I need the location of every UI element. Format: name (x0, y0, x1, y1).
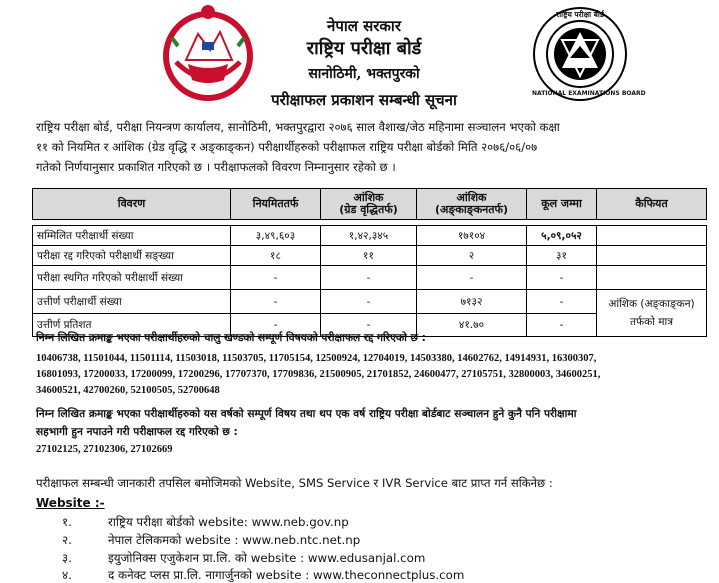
table-row (33, 226, 707, 246)
total-value: ३१ (527, 246, 597, 266)
cancelled-notice-text: निम्न लिखित क्रमाङ्क भएका परीक्षार्थीहरुको चालु खण्डको सम्पूर्ण विषयको परीक्षाफल रद्द गरिएको छ : (36, 332, 426, 344)
total-value: ५,०९,०५२ (527, 226, 597, 246)
barred-notice-line-1: निम्न लिखित क्रमाङ्क भएका परीक्षार्थीहरुको यस वर्षको सम्पूर्ण विषय तथा थप एक वर्ष राष्ट्रिय परीक्षा बोर्डबाट सञ्चालन हुने कुनै पनि परीक्षामा (36, 408, 577, 420)
intro-line-2: ११ को नियमित र आंशिक (ग्रेड वृद्धि र अङ्‍काङ्‍कन) परीक्षार्थीहरुको परीक्षाफल राष्ट्रिय परीक्षा बोर्डको मिति २०७६/०६/०७ (36, 140, 538, 154)
regular-value: - (231, 314, 321, 337)
site-number: ३. (62, 551, 72, 565)
barred-roll-numbers: 27102125, 27102306, 27102669 (36, 444, 173, 455)
site-link-ntc[interactable]: नेपाल टेलिकमको website : www.neb.ntc.net.np (108, 533, 361, 547)
partial-value: २ (417, 246, 527, 266)
cancelled-roll-numbers-line-3: 34600521, 42700260, 52100505, 52700648 (36, 385, 220, 396)
notice-title: परीक्षाफल प्रकाशन सम्बन्धी सूचना (271, 91, 457, 109)
header-grade-increase: आंशिक (ग्रेड वृद्धितर्फ) (321, 189, 417, 220)
government-title: नेपाल सरकार (327, 17, 401, 35)
header-partial: आंशिक (अङ्‍काङ्‍कनतर्फ) (417, 189, 527, 220)
barred-notice-line-2: सहभागी हुन नपाउने गरी परीक्षाफल रद्द गरिएको छ : (36, 426, 238, 438)
remarks-cell (597, 266, 707, 290)
site-number: ४. (62, 568, 72, 582)
header-regular: नियमिततर्फ (231, 189, 321, 220)
neb-logo-top-text: राष्ट्रिय परीक्षा बोर्ड (556, 10, 604, 19)
remarks-cell (597, 246, 707, 266)
total-value: - (527, 290, 597, 314)
partial-value: ७१३२ (417, 290, 527, 314)
neb-logo (530, 4, 646, 104)
grade-value: ११ (321, 246, 417, 266)
partial-value: १७१०४ (417, 226, 527, 246)
row-label: उत्तीर्ण परीक्षार्थी संख्या (33, 290, 231, 314)
header-description: विवरण (33, 189, 231, 220)
cancelled-roll-numbers-line-1: 10406738, 11501044, 11501114, 11503018, 11503705, 11705154, 12500924, 12704019, 14503380, 14602762, 14914931, 16300307, (36, 353, 597, 364)
intro-line-3: गतेको निर्णयानुसार प्रकाशित गरिएको छ । परीक्षाफलको विवरण निम्नानुसार रहेको छ । (36, 160, 396, 174)
grade-value: - (321, 266, 417, 290)
results-info-text: परीक्षाफल सम्बन्धी जानकारी तपसिल बमोजिमको Website, SMS Service र IVR Service बाट प्राप्त गर्न सकिनेछ : (36, 476, 553, 490)
row-label: सम्मिलित परीक्षार्थी संख्या (33, 226, 231, 246)
table-row (33, 246, 707, 266)
site-number: १. (62, 515, 72, 529)
intro-line-1: राष्ट्रिय परीक्षा बोर्ड, परीक्षा नियन्त्रण कार्यालय, सानोठिमी, भक्तपुरद्वारा २०७६ साल वैशाख/जेठ महिनामा सञ्चालन भएको कक्षा (36, 120, 560, 134)
partial-value: ४१.७० (417, 314, 527, 337)
header-remarks: कैफियत (597, 189, 707, 220)
remarks-cell (597, 226, 707, 246)
grade-value: - (321, 314, 417, 337)
site-number: २. (62, 533, 72, 547)
grade-value: १,४२,३४५ (321, 226, 417, 246)
board-title: राष्ट्रिय परीक्षा बोर्ड (306, 38, 422, 59)
remarks-partial-note: आंशिक (अङ्‍काङ्‍कन) तर्फको मात्र (597, 290, 707, 337)
table-row (33, 290, 707, 314)
row-label: उत्तीर्ण प्रतिशत (33, 314, 231, 337)
partial-value: - (417, 266, 527, 290)
total-value: - (527, 314, 597, 337)
board-address: सानोठिमी, भक्तपुरको (308, 66, 420, 82)
site-link-edusanjal[interactable]: इयुजोनिक्स एजुकेशन प्रा.लि. को website : www.edusanjal.com (108, 551, 426, 565)
result-table (32, 188, 707, 337)
table-row (33, 266, 707, 290)
header-total: कूल जम्मा (527, 189, 597, 220)
regular-value: १८ (231, 246, 321, 266)
row-label: परीक्षा स्थगित गरिएको परीक्षार्थी संख्या (33, 266, 231, 290)
total-value: - (527, 266, 597, 290)
row-label: परीक्षा रद्द गरिएको परीक्षार्थी सङ्ख्या (33, 246, 231, 266)
nepal-government-emblem (158, 2, 258, 102)
site-link-neb[interactable]: राष्ट्रिय परीक्षा बोर्डको website: www.neb.gov.np (108, 515, 349, 529)
neb-logo-bottom-text: NATIONAL EXAMINATIONS BOARD (532, 90, 646, 97)
regular-value: - (231, 266, 321, 290)
grade-value: - (321, 290, 417, 314)
regular-value: - (231, 290, 321, 314)
cancelled-roll-numbers-line-2: 16801093, 17200033, 17200099, 17200296, 17707370, 17709836, 21500905, 21701852, 24600477, 27105751, 32800003, 34600251, (36, 369, 601, 380)
website-heading: Website :- (36, 496, 105, 510)
site-link-connectplus[interactable]: द कनेक्ट प्लस प्रा.लि. नागार्जुनको website : www.theconnectplus.com (108, 568, 465, 582)
regular-value: ३,४९,६०३ (231, 226, 321, 246)
